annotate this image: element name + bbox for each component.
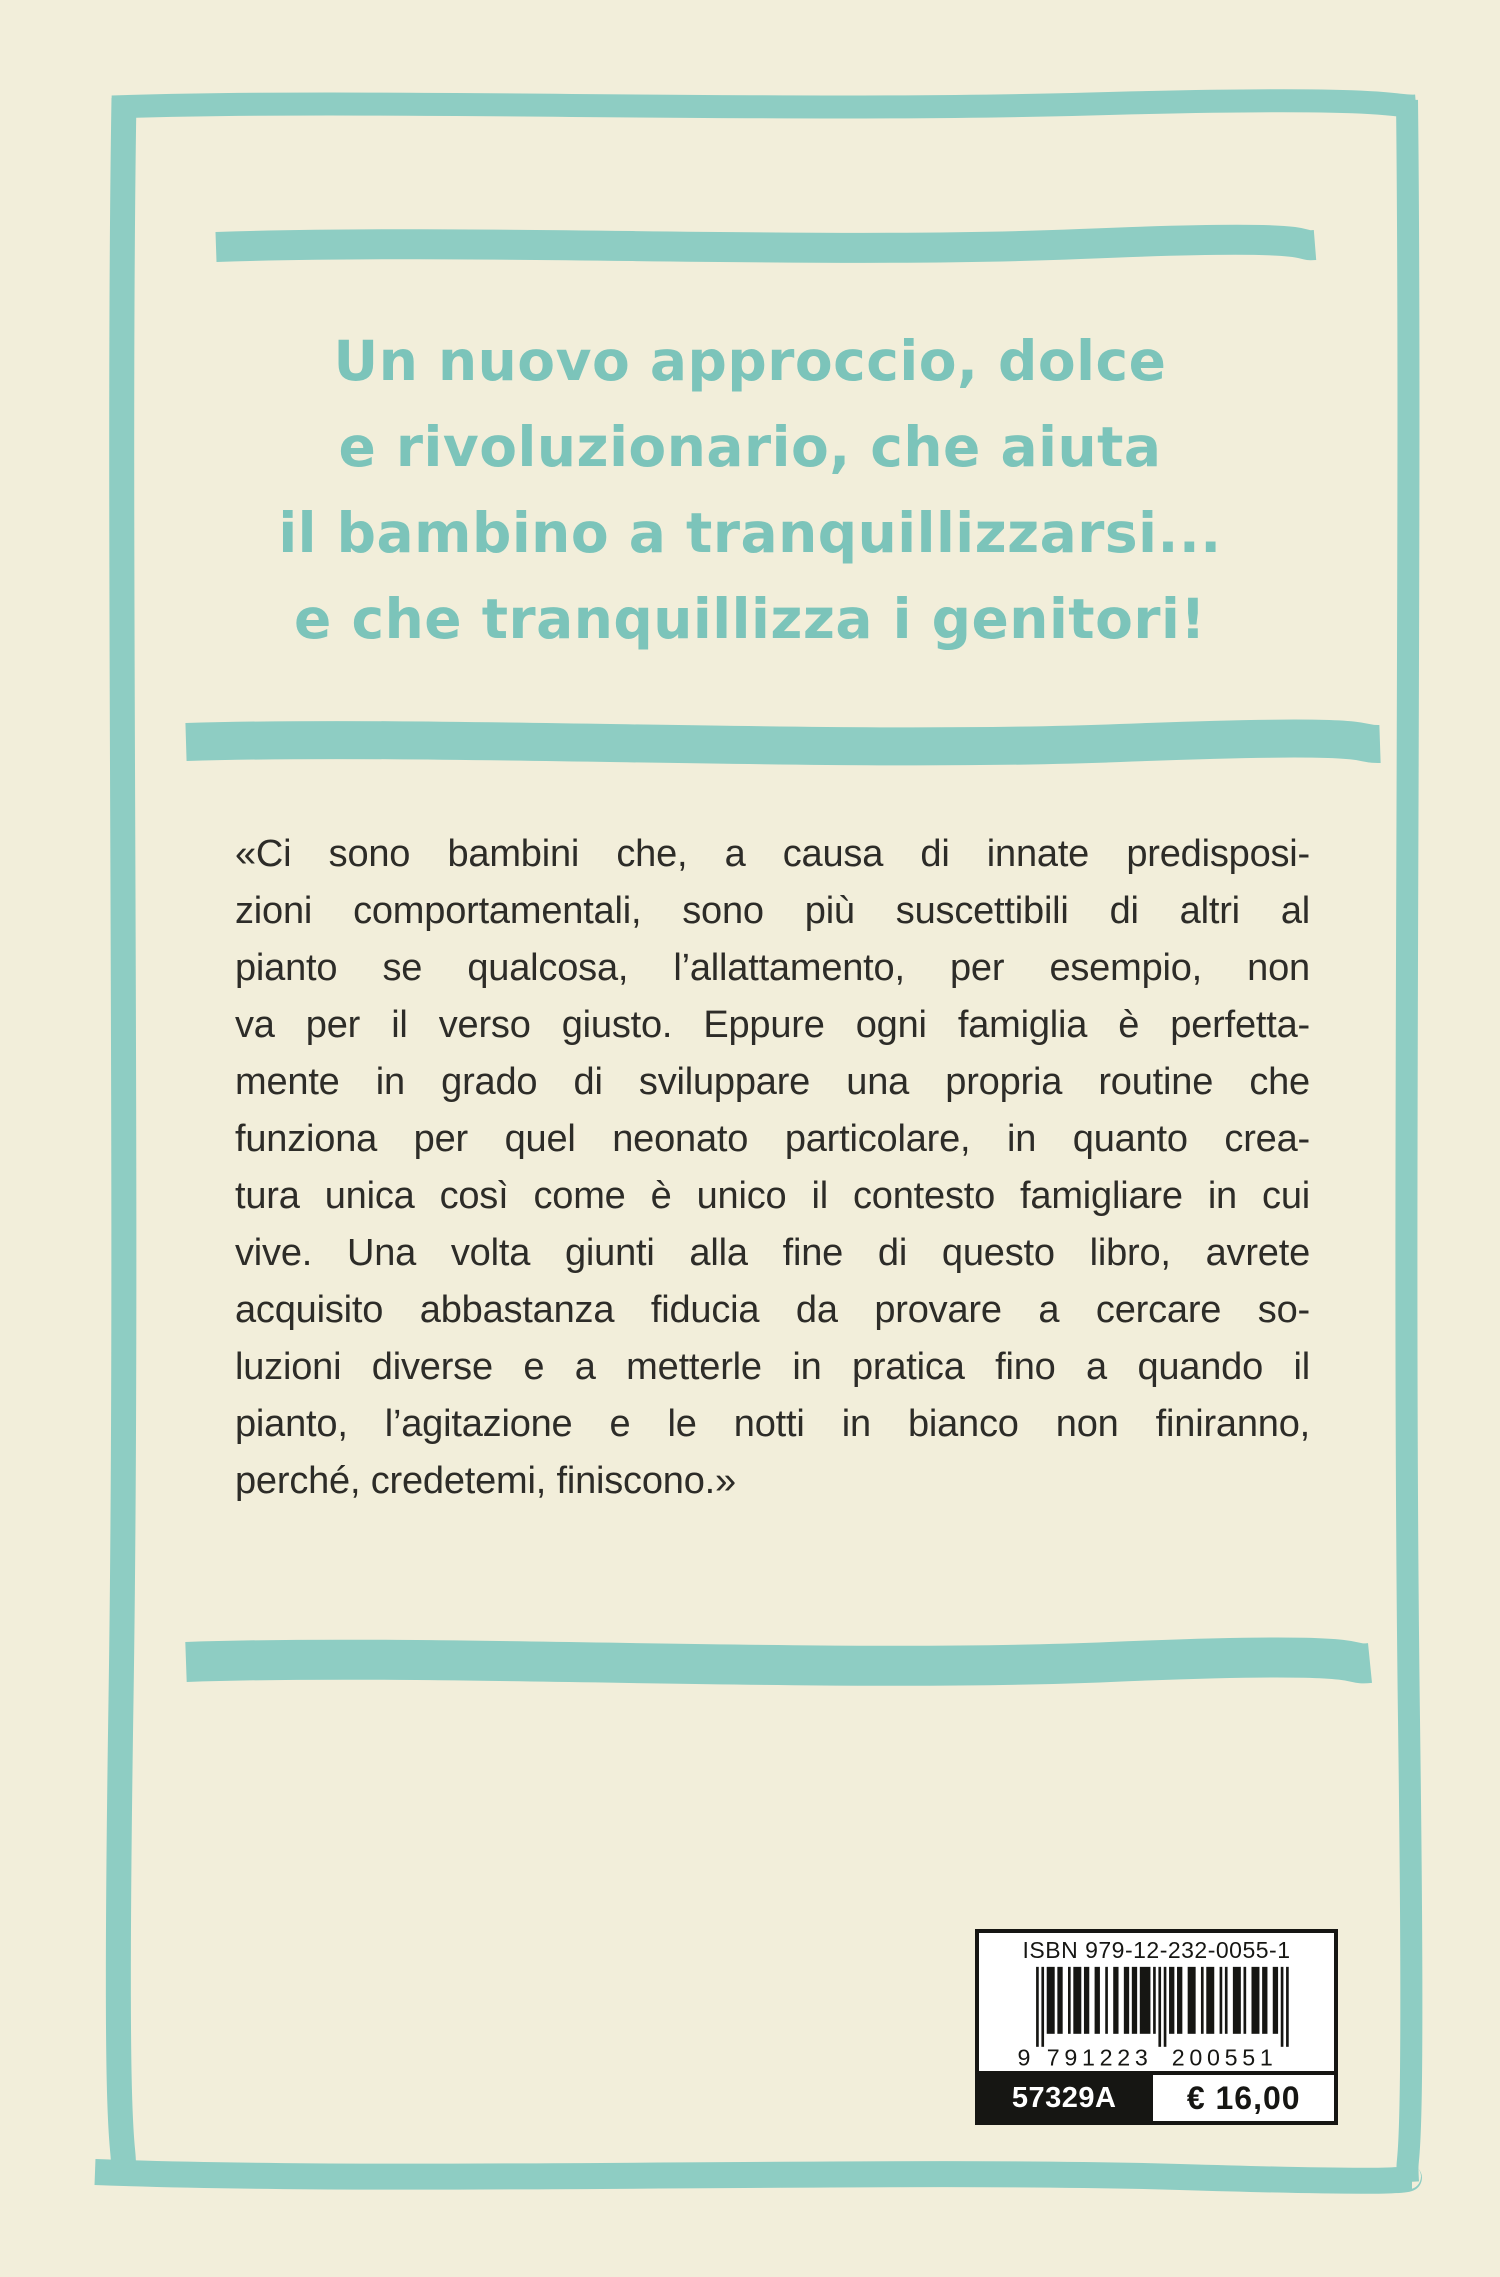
frame-right-stroke — [1406, 100, 1411, 2182]
headline-rule-bottom — [186, 739, 1380, 747]
quote-line: acquisito abbastanza fiducia da provare a cercare so- — [235, 1289, 1310, 1331]
quote-line: zioni comportamentali, sono più suscettibili di altri al — [235, 890, 1310, 932]
quote-line: va per il verso giusto. Eppure ogni famiglia è perfetta- — [235, 1004, 1310, 1046]
headline-rule-top — [216, 240, 1315, 248]
edition-code-badge: 57329A — [979, 2075, 1149, 2121]
back-cover-quote — [235, 826, 1310, 1510]
headline-line: e che tranquillizza i genitori! — [294, 587, 1206, 651]
quote-line: mente in grado di sviluppare una propria routine che — [235, 1061, 1310, 1103]
headline-line: e rivoluzionario, che aiuta — [338, 415, 1162, 479]
isbn-label: ISBN 979-12-232-0055-1 — [1022, 1937, 1291, 1963]
frame-top-stroke — [112, 101, 1416, 107]
quote-line: tura unica così come è unico il contesto famigliare in cui — [235, 1175, 1310, 1217]
svg-text:791223: 791223 — [1046, 2044, 1148, 2071]
svg-text:9: 9 — [1017, 2044, 1031, 2071]
quote-line: perché, credetemi, finiscono.» — [235, 1460, 736, 1502]
quote-line: pianto se qualcosa, l’allattamento, per esempio, non — [235, 947, 1310, 989]
frame-bottom-stroke — [95, 2172, 1412, 2181]
quote-line: funziona per quel neonato particolare, in quanto crea- — [235, 1118, 1310, 1160]
quote-line: pianto, l’agitazione e le notti in bianco non finiranno, — [235, 1403, 1310, 1445]
quote-line: luzioni diverse e a metterle in pratica fino a quando il — [235, 1346, 1310, 1388]
svg-text:200551: 200551 — [1171, 2044, 1273, 2071]
headline-block — [120, 318, 1380, 662]
quote-rule-bottom — [186, 1657, 1370, 1665]
quote-line: vive. Una volta giunti alla fine di questo libro, avrete — [235, 1232, 1310, 1274]
headline-line: il bambino a tranquillizzarsi... — [278, 501, 1222, 565]
barcode-block — [975, 1929, 1338, 2125]
price-label: € 16,00 — [1149, 2075, 1334, 2121]
ean13-barcode — [979, 1965, 1334, 2071]
barcode-bottom-row — [979, 2071, 1334, 2121]
quote-line: «Ci sono bambini che, a causa di innate predisposi- — [235, 833, 1310, 875]
headline-line: Un nuovo approccio, dolce — [333, 329, 1167, 393]
